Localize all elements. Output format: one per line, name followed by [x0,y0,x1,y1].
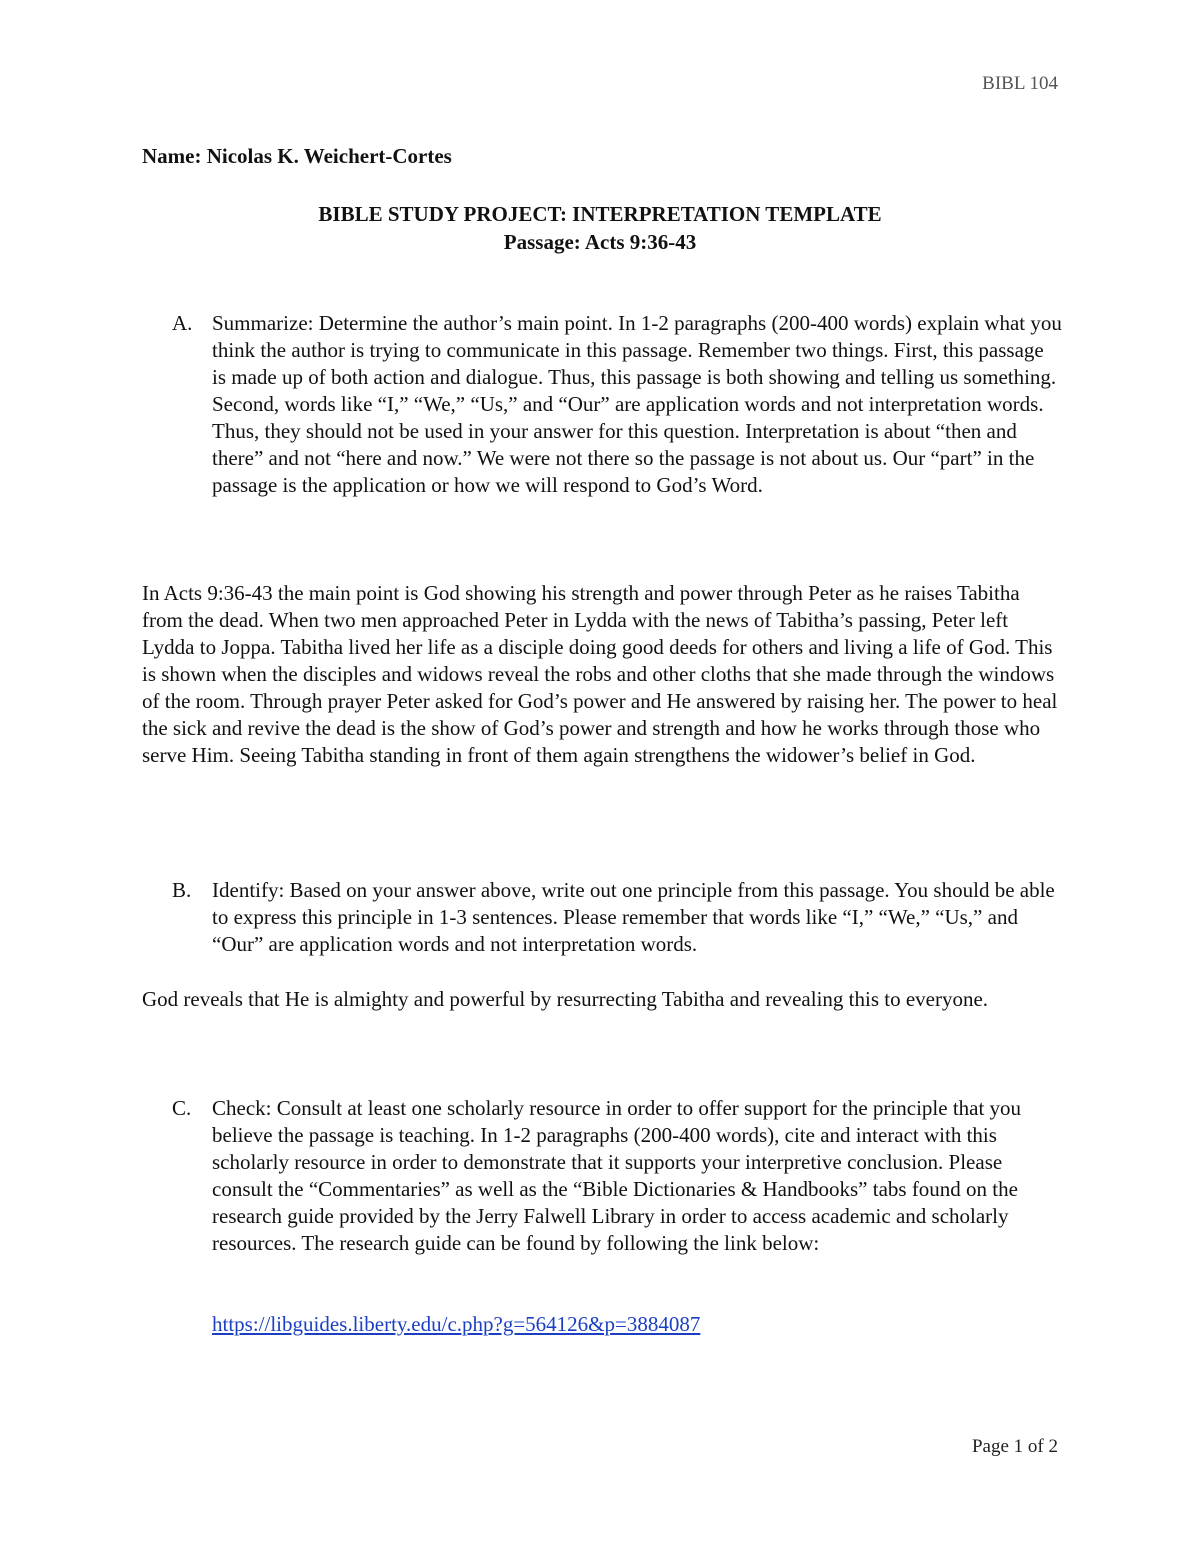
section-b-marker: B. [172,878,192,902]
section-b-prompt-text: Identify: Based on your answer above, write out one principle from this passage. You should be able to express this principle in 1-3 sentences. Please remember that words like “I,” “We,” “Us,” and “Our” are application words and not interpretation words. [212,878,1055,956]
section-b-answer: God reveals that He is almighty and powerful by resurrecting Tabitha and revealing this to everyone. [142,987,989,1011]
section-c-prompt [172,1095,1062,1257]
section-c-marker: C. [172,1096,192,1120]
page-number: Page 1 of 2 [971,1436,1058,1457]
section-a-prompt-text: Summarize: Determine the author’s main point. In 1-2 paragraphs (200-400 words) explain what you think the author is trying to communicate in this passage. Remember two things. First, this passage is made up of both action and dialogue. Thus, this passage is both showing and telling us something. Second, words like “I,” “We,” “Us,” and “Our” are application words and not interpretation words. Thus, they should not be used in your answer for this question. Interpretation is about “then and there” and not “here and now.” We were not there so the passage is not about us. Our “part” in the passage is the application or how we will respond to God’s Word. [212,311,1062,497]
section-a-prompt [172,310,1062,499]
document-title [0,200,1200,228]
passage-reference: Passage: Acts 9:36-43 [503,230,697,254]
title-block [0,200,1200,256]
section-a-marker: A. [172,311,193,335]
section-c-prompt-text: Check: Consult at least one scholarly resource in order to offer support for the principle that you believe the passage is teaching. In 1-2 paragraphs (200-400 words), cite and interact with this scholarly resource in order to demonstrate that it supports your interpretive conclusion. Please consult the “Commentaries” as well as the “Bible Dictionaries & Handbooks” tabs found on the research guide provided by the Jerry Falwell Library in order to access academic and scholarly resources. The research guide can be found by following the link below: [212,1096,1022,1255]
research-guide-link[interactable]: https://libguides.liberty.edu/c.php?g=564126&p=3884087 [212,1312,701,1336]
section-b-prompt [172,877,1062,958]
header-course-code: BIBL 104 [982,73,1058,94]
student-name: Name: Nicolas K. Weichert-Cortes [142,144,452,168]
section-a-answer: In Acts 9:36-43 the main point is God showing his strength and power through Peter as he raises Tabitha from the dead. When two men approached Peter in Lydda with the news of Tabitha’s passing, Peter left Lydda to Joppa. Tabitha lived her life as a disciple doing good deeds for others and living a life of God. This is shown when the disciples and widows reveal the robs and other cloths that she made through the windows of the room. Through prayer Peter asked for God’s power and He answered by raising her. The power to heal the sick and revive the dead is the show of God’s power and strength and how he works through those who serve Him. Seeing Tabitha standing in front of them again strengthens the widower’s belief in God. [142,581,1058,767]
document-title-text: BIBLE STUDY PROJECT: INTERPRETATION TEMPLATE [318,202,882,226]
